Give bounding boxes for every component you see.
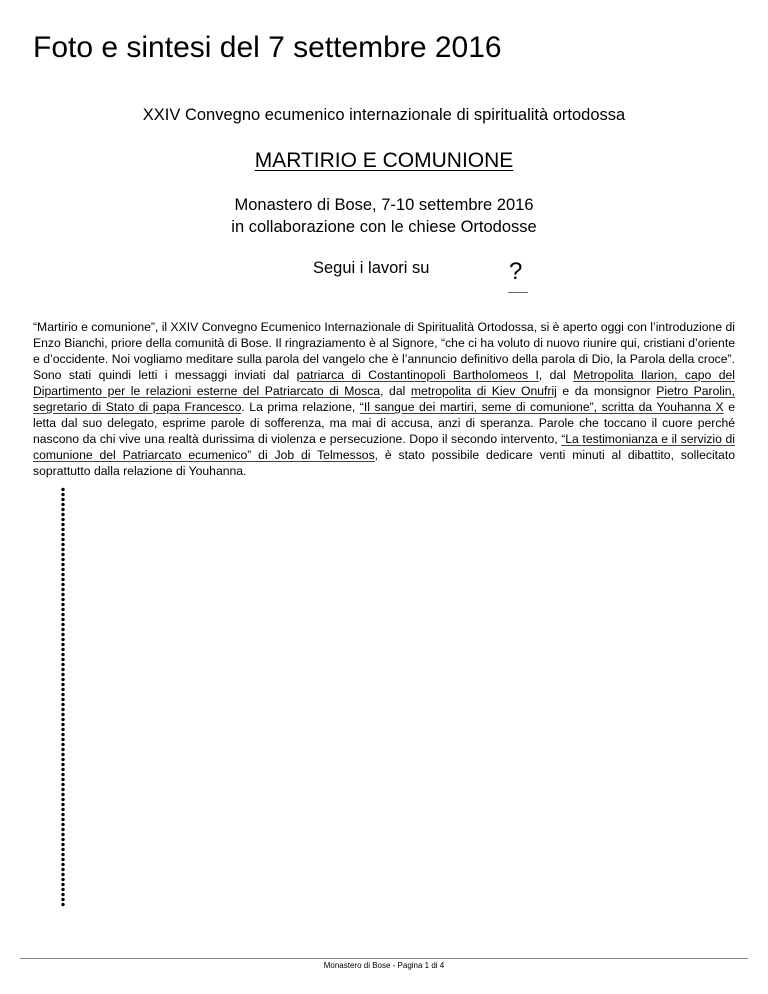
conference-heading-text: MARTIRIO E COMUNIONE (254, 149, 514, 172)
link-ilarion[interactable]: Metropolita Ilarion, capo del Dipartimento per le relazioni esterne del Patriarcato di Mosca (33, 368, 735, 398)
body-text-3: , dal (380, 384, 411, 398)
venue-line: Monastero di Bose, 7-10 settembre 2016 (234, 196, 534, 214)
body-text-5: . La prima relazione, (241, 400, 360, 414)
page-footer: Monastero di Bose - Pagina 1 di 4 (323, 961, 445, 970)
body-text-2: , dal (538, 368, 574, 382)
dotted-vertical-divider (61, 487, 65, 907)
conference-subtitle: XXIV Convegno ecumenico internazionale di spiritualità ortodossa (142, 106, 626, 124)
body-text-6: e letta dal suo delegato, esprime parole di sofferenza, ma mai di accusa, anzi di speranza. Parole che toccano il cuore perché nascono da chi vive una realtà durissima di violenza e persecuzione. Dopo il secondo intervento, (33, 400, 735, 446)
conference-heading (0, 148, 768, 174)
body-text-7: , è stato possibile dedicare venti minuti al dibattito, sollecitato soprattutto dalla relazione di Youhanna. (33, 448, 735, 478)
link-job-telmessos[interactable]: “La testimonianza e il servizio di comunione del Patriarcato ecumenico” di Job di Telmessos (33, 432, 736, 462)
collaboration-line: in collaborazione con le chiese Ortodosse (231, 218, 537, 236)
missing-image-icon[interactable]: ? (509, 258, 523, 285)
summary-paragraph (33, 319, 735, 479)
follow-label: Segui i lavori su (313, 259, 430, 277)
link-parolin[interactable]: Pietro Parolin, segretario di Stato di papa Francesco (33, 384, 735, 414)
link-bartholomeos[interactable]: patriarca di Costantinopoli Bartholomeos I (296, 368, 539, 382)
body-text-1: “Martirio e comunione”, il XXIV Convegno Ecumenico Internazionale di Spiritualità Ortodossa, si è aperto oggi con l’introduzione di Enzo Bianchi, priore della comunità di Bose. Il ringraziamento è al Signore, “che ci ha voluto di nuovo riunire qui, cristiani d’oriente e d’occidente. Noi vogliamo meditare sulla parola del vangelo che è l’annuncio definitivo della parola di Dio, la Parola della croce”. Sono stati quindi letti i messaggi inviati dal (33, 320, 735, 382)
link-youhanna[interactable]: “Il sangue dei martiri, seme di comunione”, scritta da Youhanna X (359, 400, 724, 414)
page-title: Foto e sintesi del 7 settembre 2016 (33, 31, 502, 64)
missing-image-underline (508, 292, 528, 293)
link-onufrij[interactable]: metropolita di Kiev Onufrij (410, 384, 557, 398)
footer-rule (20, 958, 748, 959)
body-text-4: e da monsignor (556, 384, 657, 398)
